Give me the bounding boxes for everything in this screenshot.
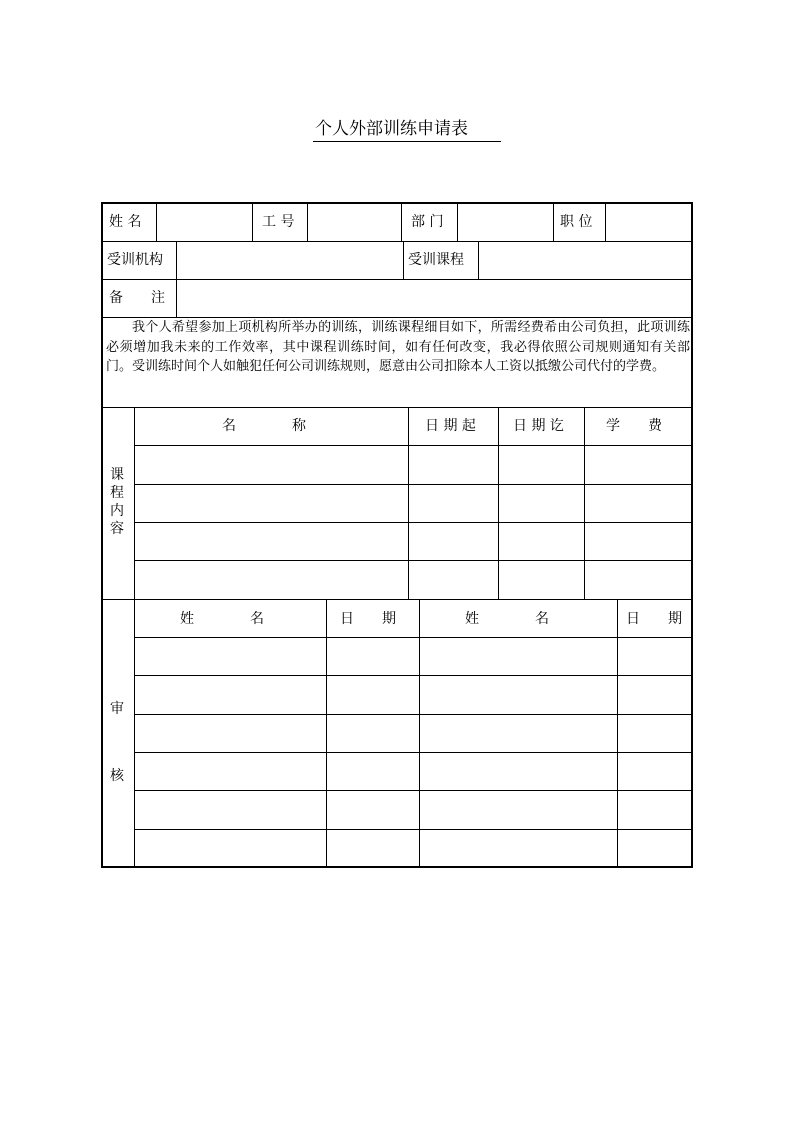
remark-label: 备 注 — [109, 290, 165, 306]
name-field[interactable] — [157, 204, 252, 241]
review-date-cell[interactable] — [327, 638, 419, 675]
end-date-cell[interactable] — [499, 446, 584, 484]
review-date-cell[interactable] — [618, 753, 691, 790]
start-date-cell[interactable] — [409, 523, 498, 560]
review-date-cell[interactable] — [327, 791, 419, 829]
end-date-cell[interactable] — [499, 523, 584, 560]
reviewer-name-cell[interactable] — [135, 791, 326, 829]
reviewer-name-cell[interactable] — [135, 753, 326, 790]
review-section-char: 核 — [110, 768, 124, 784]
reviewer-name-cell[interactable] — [135, 676, 326, 714]
reviewer-name-cell[interactable] — [135, 638, 326, 675]
end-date-header: 日 期 讫 — [513, 418, 564, 434]
review-section-char: 审 — [110, 701, 124, 717]
department-label: 部 门 — [411, 214, 444, 230]
course-name-cell[interactable] — [135, 523, 408, 560]
start-date-cell[interactable] — [409, 485, 498, 522]
course-name-cell[interactable] — [135, 485, 408, 522]
reviewer-name-header-left: 姓 名 — [180, 611, 264, 627]
declaration-text: 我个人希望参加上项机构所举办的训练，训练课程细目如下，所需经费希由公司负担，此项训练必须增加我未来的工作效率，其中课程训练时间，如有任何改变，我必得依照公司规则通知有关部门。受训练时间个人如触犯任何公司训练规则，愿意由公司扣除本人工资以抵缴公司代付的学费。 — [106, 320, 690, 374]
review-date-header-left: 日 期 — [340, 611, 396, 627]
name-label: 姓 名 — [109, 214, 142, 230]
review-date-cell[interactable] — [327, 676, 419, 714]
reviewer-name-cell[interactable] — [420, 715, 617, 752]
employee-id-label: 工 号 — [262, 214, 295, 230]
course-name-cell[interactable] — [135, 446, 408, 484]
review-date-header-right: 日 期 — [626, 611, 682, 627]
fee-cell[interactable] — [585, 485, 691, 522]
review-date-cell[interactable] — [618, 638, 691, 675]
column-divider — [401, 203, 402, 241]
course-label: 受训课程 — [408, 252, 464, 268]
position-field[interactable] — [606, 204, 691, 241]
fee-cell[interactable] — [585, 523, 691, 560]
review-date-cell[interactable] — [327, 830, 419, 866]
review-date-cell[interactable] — [327, 753, 419, 790]
course-field[interactable] — [479, 242, 691, 279]
reviewer-name-cell[interactable] — [420, 638, 617, 675]
department-field[interactable] — [458, 204, 553, 241]
reviewer-name-header-right: 姓 名 — [465, 611, 549, 627]
fee-header: 学 费 — [606, 418, 662, 434]
course-section-label — [109, 466, 125, 538]
reviewer-name-cell[interactable] — [420, 791, 617, 829]
review-date-cell[interactable] — [618, 791, 691, 829]
end-date-cell[interactable] — [499, 561, 584, 599]
course-name-cell[interactable] — [135, 561, 408, 599]
institution-label: 受训机构 — [107, 252, 163, 268]
course-section-char: 课 — [110, 467, 124, 483]
column-divider — [403, 241, 404, 279]
course-section-char: 内 — [110, 503, 124, 519]
start-date-header: 日 期 起 — [425, 418, 476, 434]
employee-id-field[interactable] — [308, 204, 401, 241]
course-section-char: 程 — [110, 485, 124, 501]
reviewer-name-cell[interactable] — [420, 753, 617, 790]
review-date-cell[interactable] — [618, 676, 691, 714]
start-date-cell[interactable] — [409, 446, 498, 484]
review-date-cell[interactable] — [327, 715, 419, 752]
fee-cell[interactable] — [585, 561, 691, 599]
column-divider — [553, 203, 554, 241]
reviewer-name-cell[interactable] — [420, 676, 617, 714]
review-date-cell[interactable] — [618, 715, 691, 752]
column-divider — [252, 203, 253, 241]
position-label: 职 位 — [560, 214, 593, 230]
row-divider — [101, 407, 693, 408]
course-name-header: 名 称 — [222, 418, 306, 434]
fee-cell[interactable] — [585, 446, 691, 484]
reviewer-name-cell[interactable] — [135, 715, 326, 752]
remark-field[interactable] — [177, 280, 691, 317]
institution-field[interactable] — [177, 242, 403, 279]
row-divider — [101, 599, 693, 600]
page-title: 个人外部训练申请表 — [313, 118, 501, 142]
review-date-cell[interactable] — [618, 830, 691, 866]
start-date-cell[interactable] — [409, 561, 498, 599]
reviewer-name-cell[interactable] — [135, 830, 326, 866]
end-date-cell[interactable] — [499, 485, 584, 522]
course-section-char: 容 — [110, 521, 124, 537]
reviewer-name-cell[interactable] — [420, 830, 617, 866]
